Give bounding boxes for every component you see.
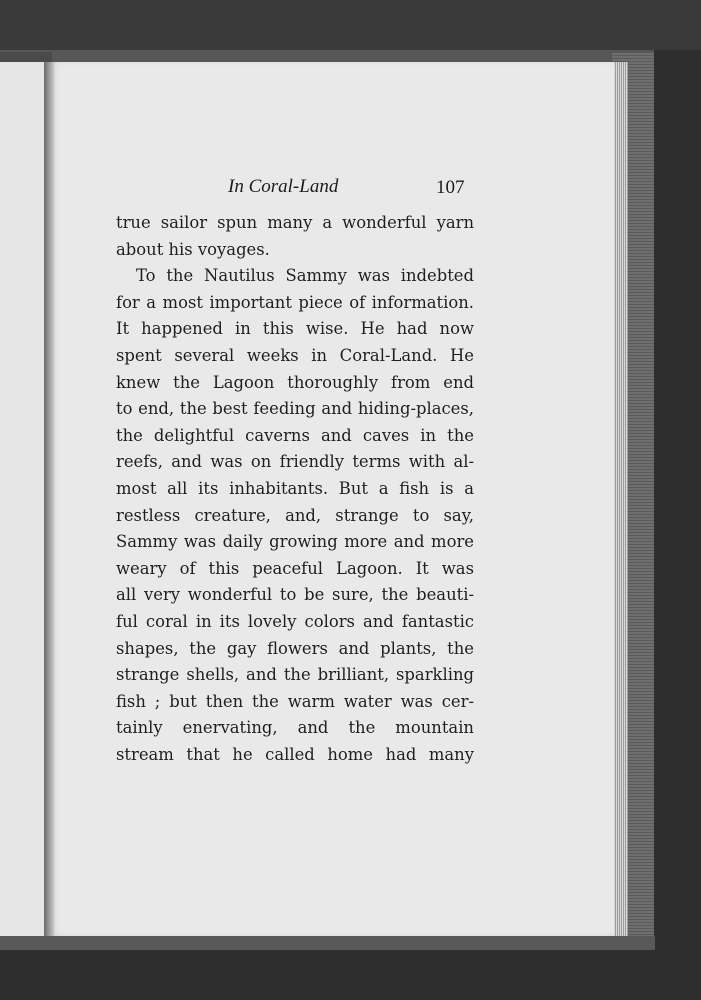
body-text [116, 210, 474, 768]
text-line: knew the Lagoon thoroughly from end [116, 372, 474, 392]
text-line: the delightful caverns and caves in the [116, 425, 474, 445]
text-line: for a most important piece of information. [116, 292, 474, 312]
text-line: most all its inhabitants. But a fish is a [116, 478, 474, 498]
text-line: It happened in this wise. He had now [116, 319, 474, 339]
text-line: spent several weeks in Coral-Land. He [116, 345, 474, 365]
text-line: true sailor spun many a wonderful yarn [116, 213, 474, 232]
text-line: all very wonderful to be sure, the beauti- [116, 585, 474, 605]
page-block-edges [612, 62, 628, 936]
text-line: tainly enervating, and the mountain [116, 718, 474, 738]
text-line: To the Nautilus Sammy was indebted [136, 266, 474, 286]
text-line: reefs, and was on friendly terms with al- [116, 452, 474, 472]
text-line: restless creature, and, strange to say, [116, 505, 474, 525]
text-line: stream that he called home had many [116, 744, 474, 764]
text-line: about his voyages. [116, 239, 270, 259]
book-cover-top-edge [0, 50, 654, 62]
text-line: Sammy was daily growing more and more [116, 532, 474, 552]
book-page [50, 62, 614, 936]
running-head-title: In Coral-Land [228, 176, 339, 197]
text-line: fish ; but then the warm water was cer- [116, 691, 474, 711]
text-line: ful coral in its lovely colors and fantastic [116, 611, 474, 631]
facing-page-edge [0, 62, 46, 938]
page-number: 107 [436, 177, 465, 198]
running-head [50, 176, 614, 202]
text-line: to end, the best feeding and hiding-places, [116, 399, 474, 419]
text-line: weary of this peaceful Lagoon. It was [116, 558, 474, 578]
text-line: shapes, the gay flowers and plants, the [116, 638, 474, 658]
book-cover-bottom-edge [0, 936, 655, 950]
text-line: strange shells, and the brilliant, sparkling [116, 665, 474, 685]
